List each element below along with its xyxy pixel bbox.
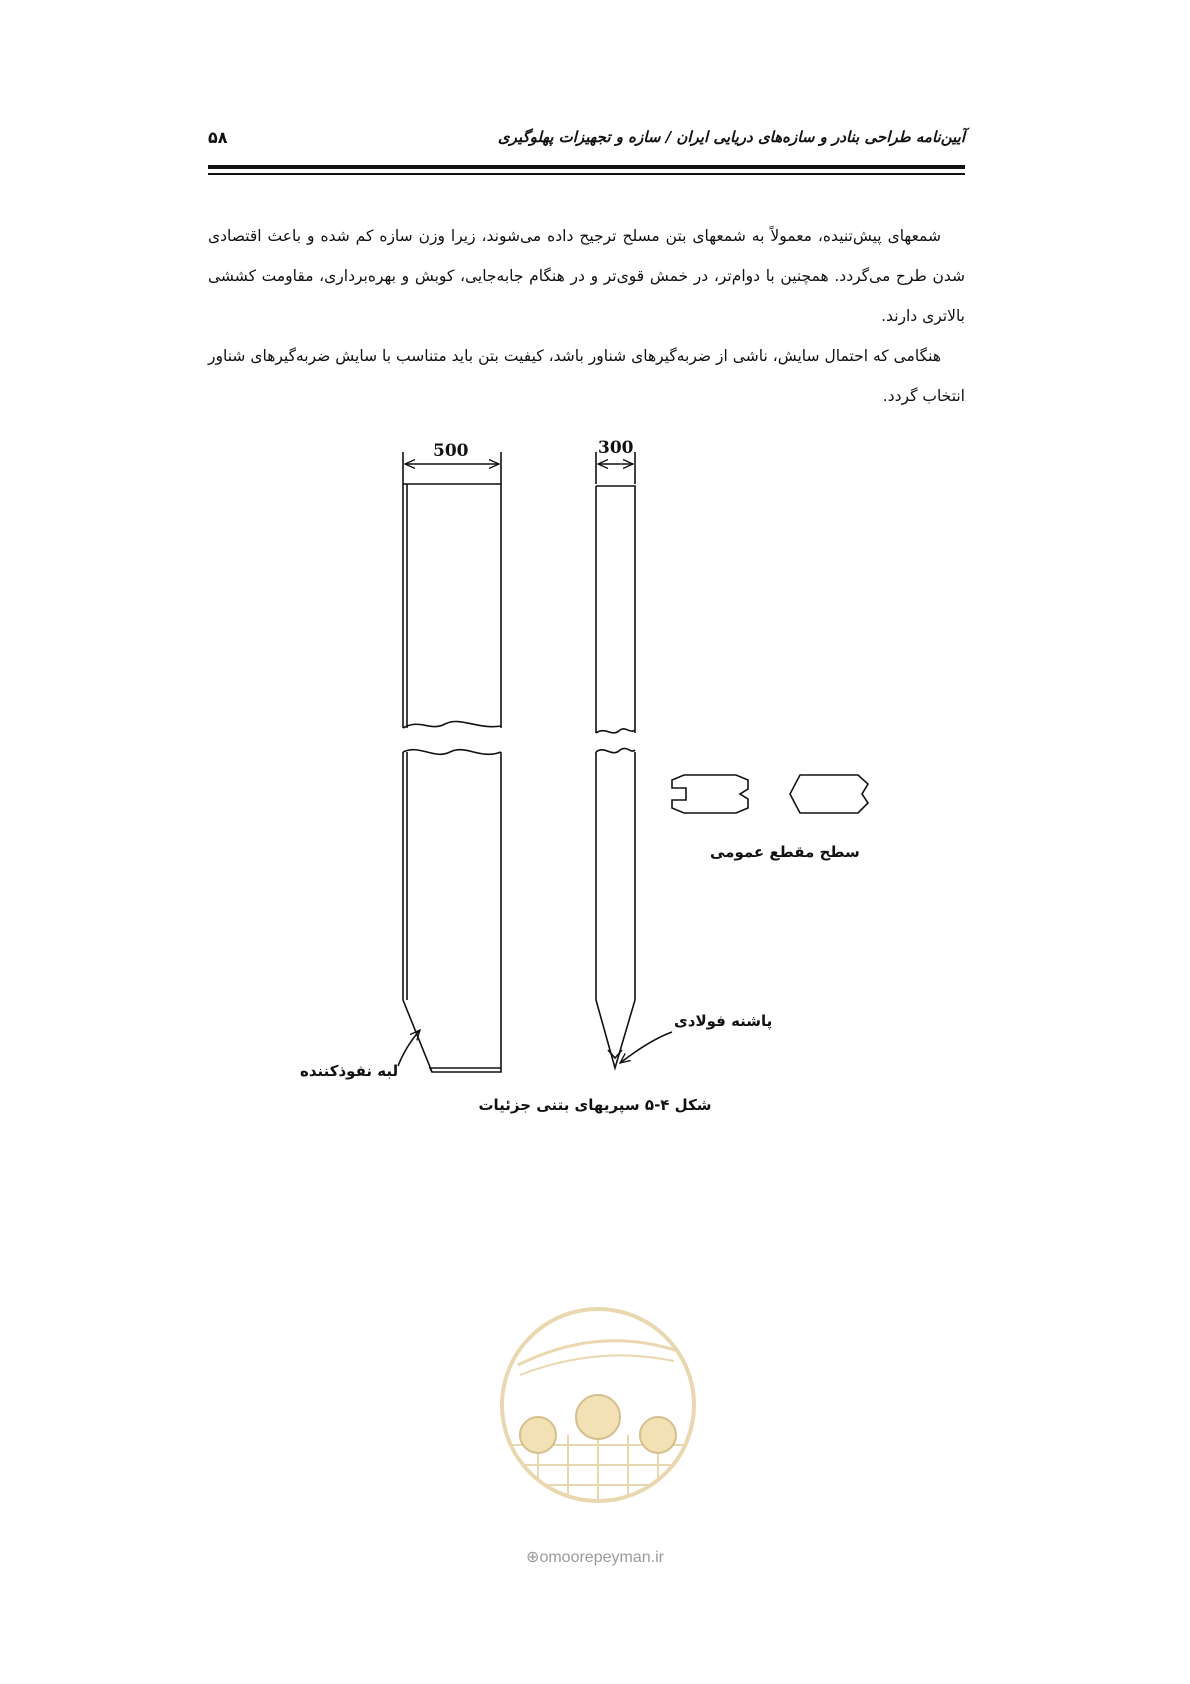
globe-icon: ⊕ bbox=[526, 1549, 540, 1566]
narrow-pile-lower bbox=[596, 748, 635, 1068]
wide-pile-lower bbox=[403, 750, 501, 1072]
watermark-site bbox=[0, 1547, 1190, 1567]
wide-pile-upper bbox=[403, 484, 501, 728]
steel-shoe-label: پاشنه فولادی bbox=[674, 1012, 773, 1030]
header-title: آیین‌نامه طراحی بنادر و سازه‌های دریایی ایران / سازه و تجهیزات پهلوگیری bbox=[497, 128, 965, 146]
paragraph-2: هنگامی که احتمال سایش، ناشی از ضربه‌گیرهای شناور باشد، کیفیت بتن باید متناسب با سایش ضربه‌گیرهای شناور انتخاب گردد. bbox=[208, 347, 965, 405]
dimension-500-label: 500 bbox=[433, 441, 469, 461]
narrow-pile-upper bbox=[596, 486, 635, 733]
dimension-300-label: 300 bbox=[598, 438, 634, 458]
cross-section-male bbox=[672, 775, 748, 813]
penetrating-edge-label: لبه نفوذکننده bbox=[300, 1062, 399, 1080]
figure-caption: شکل ۴-۵ سپریهای بتنی جزئیات bbox=[478, 1096, 712, 1114]
watermark-site-text: omoorepeyman.ir bbox=[539, 1549, 664, 1566]
paragraph-1: شمعهای پیش‌تنیده، معمولاً به شمعهای بتن مسلح ترجیح داده می‌شوند، زیرا وزن سازه کم شده و باعث اقتصادی شدن طرح می‌گردد. همچنین با دوام‌تر، در خمش قوی‌تر و در هنگام جابه‌جایی، کوبش و بهره‌برداری، مقاومت کششی بالاتری دارند. bbox=[208, 227, 965, 325]
watermark-logo bbox=[498, 1295, 698, 1535]
page-number: ۵۸ bbox=[208, 128, 228, 147]
cross-section-label: سطح مقطع عمومی bbox=[710, 843, 860, 861]
leader-steel-shoe bbox=[620, 1032, 672, 1063]
cross-section-female bbox=[790, 775, 868, 813]
